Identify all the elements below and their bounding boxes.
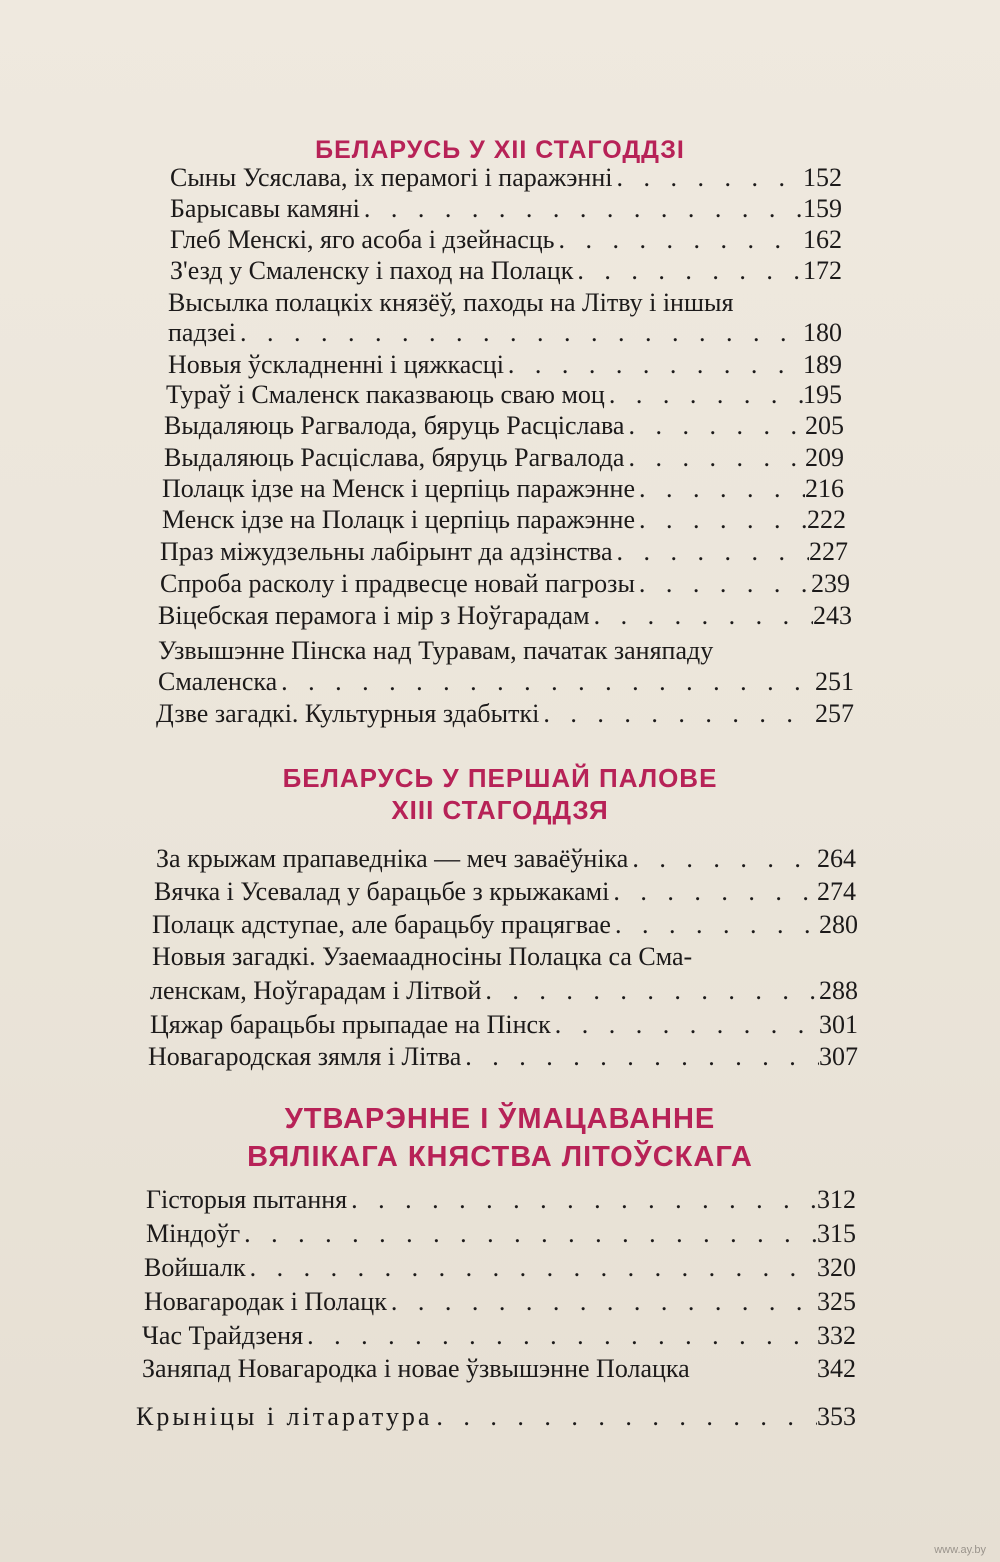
toc-entry-title: Гісторыя пытання xyxy=(146,1185,348,1214)
toc-entry-title: З'езд у Смаленску і паход на Полацк xyxy=(170,256,574,285)
toc-entry-page: 152 xyxy=(803,163,842,192)
toc-entry[interactable] xyxy=(170,163,842,193)
toc-entry[interactable] xyxy=(142,1354,856,1384)
toc-entry[interactable] xyxy=(142,1321,856,1351)
toc-entry-page: 162 xyxy=(803,225,842,254)
toc-entry-page: 257 xyxy=(815,699,854,728)
toc-entry[interactable] xyxy=(162,474,844,504)
toc-entry-page: 239 xyxy=(811,569,850,598)
dot-leader xyxy=(605,380,803,410)
toc-entry-title: Міндоўг xyxy=(146,1219,241,1248)
toc-entry[interactable] xyxy=(156,844,856,874)
dot-leader xyxy=(303,1321,817,1351)
toc-entry[interactable] xyxy=(150,976,858,1006)
toc-entry-sources[interactable] xyxy=(136,1402,856,1432)
dot-leader xyxy=(432,1402,817,1432)
toc-entry-page: 288 xyxy=(819,976,858,1005)
toc-entry[interactable] xyxy=(164,443,844,473)
toc-entry-title: Праз міжудзельны лабірынт да адзінства xyxy=(160,537,613,566)
toc-entry[interactable] xyxy=(152,910,858,940)
toc-entry-title[interactable]: Узвышэнне Пінска над Туравам, пачатак заняпаду xyxy=(158,636,714,665)
toc-entry-page: 159 xyxy=(803,194,842,223)
toc-entry-page: 312 xyxy=(817,1185,856,1214)
dot-leader xyxy=(347,1185,817,1215)
toc-entry-page: 227 xyxy=(809,537,848,566)
toc-entry-title[interactable]: Новыя загадкі. Узаемаадносіны Полацка са Сма- xyxy=(152,942,693,971)
toc-entry[interactable] xyxy=(144,1287,856,1317)
toc-entry[interactable] xyxy=(164,411,844,441)
toc-entry-title: Барысавы камяні xyxy=(170,194,360,223)
toc-entry[interactable] xyxy=(144,1253,856,1283)
toc-entry-page: 189 xyxy=(803,350,842,379)
toc-entry-page: 209 xyxy=(805,443,844,472)
section-heading-3 xyxy=(0,1100,1000,1176)
dot-leader xyxy=(551,1010,819,1040)
toc-entry[interactable] xyxy=(146,1219,856,1249)
toc-entry-page: 243 xyxy=(813,601,852,630)
toc-entry-title: Полацк адступае, але барацьбу працягвае xyxy=(152,910,611,939)
toc-entry-page: 301 xyxy=(819,1010,858,1039)
toc-entry-title: Выдаляюць Расціслава, бяруць Рагвалода xyxy=(164,443,625,472)
section-heading-line: БЕЛАРУСЬ У ХІІ СТАГОДДЗІ xyxy=(315,136,685,164)
toc-entry-title: Новагародская зямля і Літва xyxy=(148,1042,462,1071)
toc-entry-title: Глеб Менскі, яго асоба і дзейнасць xyxy=(170,225,555,254)
toc-entry-title: Новагародак і Полацк xyxy=(144,1287,387,1316)
toc-entry-page: 274 xyxy=(817,877,856,906)
dot-leader xyxy=(635,474,805,504)
toc-entry-title: Полацк ідзе на Менск і церпіць паражэнне xyxy=(162,474,636,503)
toc-entry-page: 264 xyxy=(817,844,856,873)
toc-entry[interactable] xyxy=(170,225,842,255)
toc-entry-page: 180 xyxy=(803,318,842,347)
dot-leader xyxy=(635,505,807,535)
section-heading-line: ВЯЛІКАГА КНЯСТВА ЛІТОЎСКАГА xyxy=(247,1141,753,1173)
dot-leader xyxy=(360,194,803,224)
dot-leader xyxy=(624,443,805,473)
toc-entry-title: Дзве загадкі. Культурныя здабыткі xyxy=(156,699,540,728)
toc-entry-title: Менск ідзе на Полацк і церпіць паражэнне xyxy=(162,505,636,534)
section-heading-1 xyxy=(0,136,1000,165)
dot-leader xyxy=(628,844,817,874)
dot-leader xyxy=(539,699,815,729)
toc-entry[interactable] xyxy=(170,256,842,286)
toc-entry[interactable] xyxy=(160,569,850,599)
toc-entry-page: 251 xyxy=(815,667,854,696)
dot-leader xyxy=(555,225,803,255)
dot-leader xyxy=(635,569,811,599)
dot-leader xyxy=(236,318,803,348)
toc-entry-page: 315 xyxy=(817,1219,856,1248)
toc-entry[interactable] xyxy=(160,537,848,567)
toc-entry-page: 332 xyxy=(817,1321,856,1350)
dot-leader xyxy=(612,163,803,193)
dot-leader xyxy=(611,910,819,940)
dot-leader xyxy=(246,1253,817,1283)
toc-entry-title: Войшалк xyxy=(144,1253,246,1282)
toc-entry-page: 216 xyxy=(805,474,844,503)
dot-leader xyxy=(387,1287,817,1317)
toc-entry-title-cont: падзеі xyxy=(168,318,237,347)
dot-leader xyxy=(624,411,805,441)
toc-entry-page: 342 xyxy=(817,1354,856,1383)
toc-entry[interactable] xyxy=(150,1010,858,1040)
dot-leader xyxy=(609,877,817,907)
toc-entry[interactable] xyxy=(146,1185,856,1215)
toc-entry-title: Новыя ўскладненні і цяжкасці xyxy=(168,350,504,379)
section-heading-line: УТВАРЭННЕ І ЎМАЦАВАННЕ xyxy=(284,1103,716,1135)
dot-leader xyxy=(590,601,813,631)
dot-leader xyxy=(461,1042,819,1072)
dot-leader xyxy=(504,350,803,380)
toc-entry-title-cont: ленскам, Ноўгарадам і Літвой xyxy=(150,976,482,1005)
toc-entry[interactable] xyxy=(156,699,854,729)
toc-entry-title: Вячка і Усевалад у барацьбе з крыжакамі xyxy=(154,877,610,906)
toc-entry-title: Час Трайдзеня xyxy=(142,1321,304,1350)
toc-entry-page: 353 xyxy=(817,1402,856,1431)
dot-leader xyxy=(240,1219,817,1249)
toc-entry-title: Сыны Усяслава, іх перамогі і паражэнні xyxy=(170,163,613,192)
dot-leader xyxy=(481,976,819,1006)
toc-entry-title-cont: Смаленска xyxy=(158,667,278,696)
section-heading-2 xyxy=(0,762,1000,826)
toc-entry[interactable] xyxy=(148,1042,858,1072)
dot-leader xyxy=(613,537,809,567)
toc-entry[interactable] xyxy=(166,380,842,410)
toc-entry-title: За крыжам прапаведніка — меч заваёўніка xyxy=(156,844,629,873)
toc-entry[interactable] xyxy=(170,194,842,224)
toc-entry[interactable] xyxy=(168,350,842,380)
toc-entry-title: Цяжар барацьбы прыпадае на Пінск xyxy=(150,1010,551,1039)
toc-entry-page: 320 xyxy=(817,1253,856,1282)
toc-entry-title: Тураў і Смаленск паказваюць сваю моц xyxy=(166,380,605,409)
toc-entry[interactable] xyxy=(168,318,842,348)
section-heading-line: БЕЛАРУСЬ У ПЕРШАЙ ПАЛОВЕ xyxy=(282,763,718,793)
toc-entry-page: 222 xyxy=(807,505,846,534)
toc-entry-page: 172 xyxy=(803,256,842,285)
toc-entry[interactable] xyxy=(158,601,852,631)
toc-entry-title: Віцебская перамога і мір з Ноўгарадам xyxy=(158,601,590,630)
toc-entry[interactable] xyxy=(154,877,856,907)
dot-leader xyxy=(573,256,803,286)
toc-entry[interactable] xyxy=(162,505,846,535)
toc-entry-page: 280 xyxy=(819,910,858,939)
toc-entry-title: Спроба расколу і прадвесце новай пагрозы xyxy=(160,569,635,598)
toc-entry-page: 307 xyxy=(819,1042,858,1071)
watermark: www.ay.by xyxy=(934,1544,986,1556)
toc-entry-title: Выдаляюць Рагвалода, бяруць Расціслава xyxy=(164,411,625,440)
toc-entry[interactable] xyxy=(158,667,854,697)
toc-entry-title: Крыніцы і літаратура xyxy=(136,1402,433,1431)
toc-entry-page: 195 xyxy=(803,380,842,409)
dot-leader xyxy=(277,667,815,697)
toc-entry-page: 325 xyxy=(817,1287,856,1316)
toc-entry-title: Заняпад Новагародка і новае ўзвышэнне Полацка xyxy=(142,1354,690,1383)
section-heading-line: ХІІІ СТАГОДДЗЯ xyxy=(391,795,609,825)
toc-entry-title[interactable]: Высылка полацкіх князёў, паходы на Літву і іншыя xyxy=(168,288,734,317)
toc-entry-page: 205 xyxy=(805,411,844,440)
